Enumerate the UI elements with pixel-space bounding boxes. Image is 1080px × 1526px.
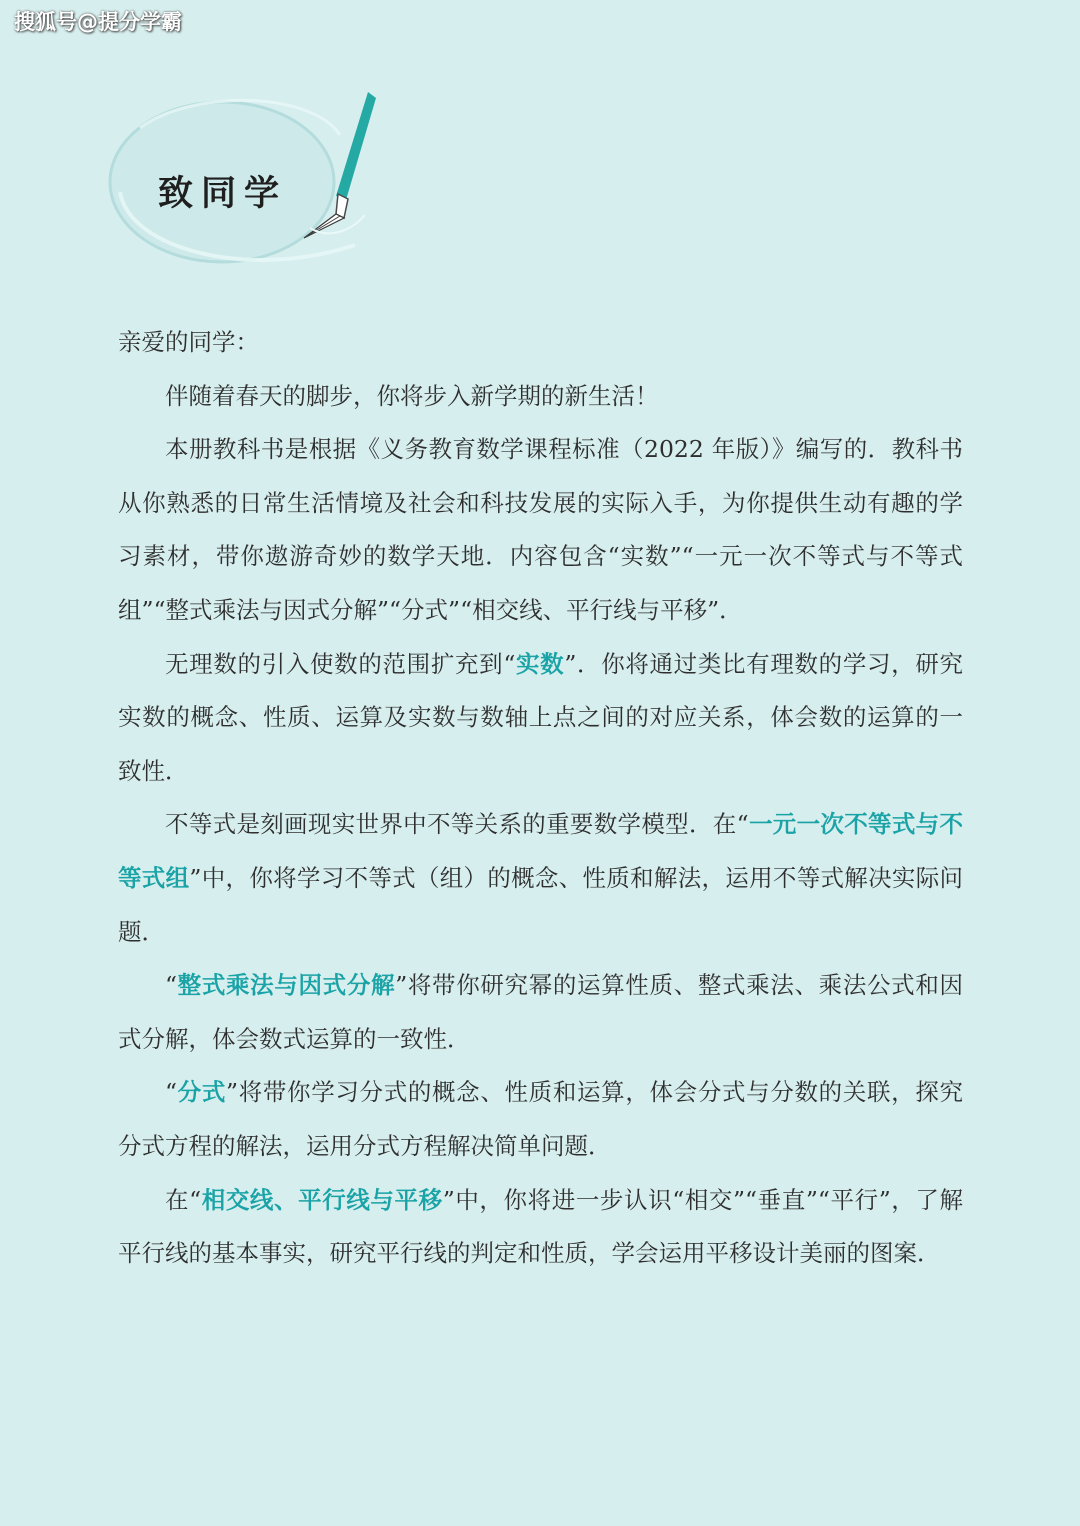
paragraph-4-post: ”中，你将学习不等式（组）的概念、性质和解法，运用不等式解决实际问题．: [118, 863, 964, 946]
paragraph-3-pre: 无理数的引入使数的范围扩充到“: [165, 649, 516, 678]
paragraph-4: [118, 798, 963, 959]
highlight-polynomial-factoring: 整式乘法与因式分解: [177, 971, 396, 1000]
highlight-parallel-lines: 相交线、平行线与平移: [201, 1185, 443, 1214]
paragraph-2: 本册教科书是根据《义务教育数学课程标准（2022 年版）》编写的．教科书从你熟悉的日常生活情境及社会和科技发展的实际入手，为你提供生动有趣的学习素材，带你遨游奇妙的数学天地．内容包含“实数”“一元一次不等式与不等式组”“整式乘法与因式分解”“分式”“相交线、平行线与平移”．: [118, 435, 963, 624]
paragraph-3: [118, 638, 963, 799]
paragraph-7-post: ”中，你将进一步认识“相交”“垂直”“平行”，了解平行线的基本事实，研究平行线的判定和性质，学会运用平移设计美丽的图案．: [118, 1185, 963, 1268]
highlight-inequalities: 一元一次不等式与不等式组: [118, 810, 963, 892]
letter-body: [118, 316, 963, 1281]
paragraph-6-post: ”将带你学习分式的概念、性质和运算，体会分式与分数的关联，探究分式方程的解法，运用分式方程解决简单问题．: [118, 1078, 964, 1160]
paragraph-3-post: ”．你将通过类比有理数的学习，研究实数的概念、性质、运算及实数与数轴上点之间的对应关系，体会数的运算的一致性．: [118, 649, 964, 785]
highlight-real-numbers: 实数: [515, 649, 565, 678]
paragraph-1: 伴随着春天的脚步，你将步入新学期的新生活！: [165, 381, 659, 410]
paragraph-7-pre: 在“: [165, 1185, 202, 1214]
salutation: 亲爱的同学：: [118, 328, 259, 356]
paragraph-6-pre: “: [165, 1078, 178, 1107]
paragraph-5-post: ”将带你研究幂的运算性质、整式乘法、乘法公式和因式分解，体会数式运算的一致性．: [118, 971, 964, 1053]
paragraph-5: [118, 959, 963, 1066]
paragraph-4-pre: 不等式是刻画现实世界中不等关系的重要数学模型．在“: [165, 810, 749, 839]
watermark: 搜狐号@提分学霸: [14, 10, 182, 34]
paragraph-7: [118, 1174, 963, 1281]
paragraph-5-pre: “: [165, 971, 178, 1000]
paragraph-6: [118, 1066, 963, 1173]
page-title: 致同学: [158, 174, 288, 214]
highlight-fractions: 分式: [177, 1078, 227, 1107]
